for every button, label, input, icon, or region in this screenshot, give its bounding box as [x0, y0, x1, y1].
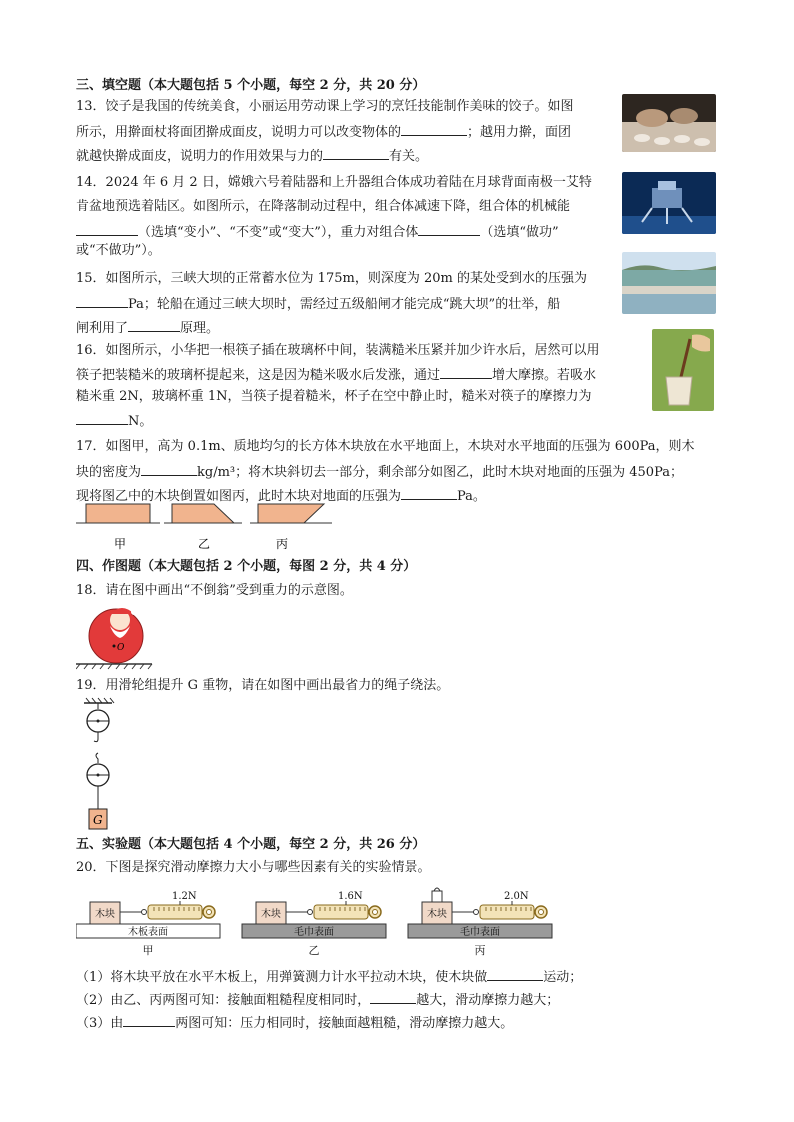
scale-hook-icon — [474, 910, 479, 915]
q16-line1: 16．如图所示，小华把一根筷子插在玻璃杯中间，装满糙米压紧并加少许水后，居然可以用 — [76, 343, 600, 358]
q17-blank-1[interactable] — [141, 461, 197, 476]
q16-line3: 糙米重 2N，玻璃杯重 1N，当筷子提着糙米，杯子在空中静止时，糙米对筷子的摩擦力为 — [76, 389, 592, 404]
q17-line3: 现将图乙中的木块倒置如图丙，此时木块对地面的压强为 Pa。 — [76, 485, 486, 507]
q17-block-diagrams — [76, 500, 336, 558]
label-bing: 丙 — [276, 537, 289, 551]
q20-step3: （3）由 两图可知：压力相同时，接触面越粗糙，滑动摩擦力越大。 — [76, 1012, 513, 1034]
scale-ring-hole — [539, 910, 544, 915]
q20-intro: 20．下图是探究滑动摩擦力大小与哪些因素有关的实验情景。 — [76, 860, 431, 875]
q14-line3: （选填“变小”、“不变”或“变大”），重力对组合体 （选填“做功” — [76, 221, 559, 243]
q13-blank-1[interactable] — [401, 121, 467, 136]
label-jia: 甲 — [114, 537, 127, 551]
scale-hook-icon — [308, 910, 313, 915]
q17-blank-2[interactable] — [401, 485, 457, 500]
q15-line2: Pa；轮船在通过三峡大坝时，需经过五级船闸才能完成“跳大坝”的壮举，船 — [76, 293, 560, 315]
force-reading: 1.6N — [338, 891, 363, 902]
q13-blank-2[interactable] — [323, 145, 389, 160]
q15-line3: 闸利用了 原理。 — [76, 317, 219, 339]
surface-label: 木板表面 — [128, 927, 168, 938]
setup-caption: 丙 — [474, 944, 486, 957]
setup-caption: 乙 — [308, 944, 320, 957]
dam-photo — [622, 252, 716, 314]
scale-hook-icon — [142, 910, 147, 915]
q15-line1: 15．如图所示，三峡大坝的正常蓄水位为 175m，则深度为 20m 的某处受到水的压强为 — [76, 271, 587, 286]
q20-step2: （2）由乙、丙两图可知：接触面粗糙程度相同时， 越大，滑动摩擦力越大； — [76, 989, 559, 1011]
label-yi: 乙 — [198, 537, 211, 551]
movable-pulley-icon — [87, 753, 109, 809]
dumpling-photo — [622, 94, 716, 152]
q18-text: 18．请在图中画出“不倒翁”受到重力的示意图。 — [76, 583, 353, 598]
lander-photo — [622, 172, 716, 234]
section-5-title: 五、实验题（本大题包括 4 个小题，每空 2 分，共 26 分） — [76, 837, 426, 852]
q13-line3: 就越快擀成面皮，说明力的作用效果与力的 有关。 — [76, 145, 428, 167]
q13-line2: 所示，用擀面杖将面团擀成面皮，说明力可以改变物体的 ；越用力擀，面团 — [76, 121, 571, 143]
center-o-label: O — [117, 643, 125, 653]
scale-ring-hole — [373, 910, 378, 915]
q14-blank-1[interactable] — [76, 221, 138, 236]
q19-text: 19．用滑轮组提升 G 重物，请在如图中画出最省力的绳子绕法。 — [76, 678, 450, 693]
chopstick-cup-photo — [652, 329, 714, 411]
section-4-title: 四、作图题（本大题包括 2 个小题，每图 2 分，共 4 分） — [76, 559, 417, 574]
section-3-title: 三、填空题（本大题包括 5 个小题，每空 2 分，共 20 分） — [76, 78, 426, 93]
block-label: 木块 — [427, 909, 447, 920]
setup-caption: 甲 — [142, 944, 154, 957]
q14-line4: 或“不做功”）。 — [76, 243, 161, 258]
scale-ring-hole — [207, 910, 212, 915]
block-label: 木块 — [261, 909, 281, 920]
q20-blank-1[interactable] — [487, 966, 543, 981]
weight-g-label: G — [93, 813, 103, 827]
setup-3 — [408, 888, 552, 957]
surface-label: 毛巾表面 — [460, 927, 500, 938]
force-reading: 1.2N — [172, 891, 197, 902]
weight-icon — [432, 891, 442, 902]
q20-step1: （1）将木块平放在水平木板上，用弹簧测力计水平拉动木块，使木块做 运动； — [76, 966, 582, 988]
q20-blank-3[interactable] — [123, 1012, 175, 1027]
pulley-diagram[interactable] — [76, 697, 126, 835]
q14-blank-2[interactable] — [418, 221, 480, 236]
q14-line1: 14．2024 年 6 月 2 日，嫦娥六号着陆器和上升器组合体成功着陆在月球背面南极一艾特 — [76, 175, 592, 190]
block-jia-diagram — [76, 504, 160, 523]
block-yi-diagram — [164, 504, 242, 523]
block-bing-diagram — [250, 504, 332, 523]
q17-line2: 块的密度为 kg/m³；将木块斜切去一部分，剩余部分如图乙，此时木块对地面的压强为 450Pa； — [76, 461, 683, 483]
q16-blank-1[interactable] — [440, 364, 492, 379]
q16-line2: 筷子把装糙米的玻璃杯提起来，这是因为糙米吸水后发涨，通过 增大摩擦。若吸水 — [76, 364, 596, 386]
q16-line4: N。 — [76, 410, 152, 432]
q20-blank-2[interactable] — [370, 989, 416, 1004]
surface-label: 毛巾表面 — [294, 927, 334, 938]
q13-line1: 13．饺子是我国的传统美食，小丽运用劳动课上学习的烹饪技能制作美味的饺子。如图 — [76, 99, 574, 114]
q16-blank-2[interactable] — [76, 410, 128, 425]
weight-g-icon — [89, 809, 107, 829]
q15-blank-1[interactable] — [76, 293, 128, 308]
q15-blank-2[interactable] — [128, 317, 180, 332]
setup-1 — [76, 891, 220, 957]
setup-2 — [242, 891, 386, 957]
q17-line1: 17．如图甲，高为 0.1m、质地均匀的长方体木块放在水平地面上，木块对水平地面的压强为 600Pa，则木 — [76, 439, 695, 454]
tumbler-diagram[interactable] — [76, 604, 156, 670]
block-label: 木块 — [95, 909, 115, 920]
friction-experiment-diagrams — [76, 880, 566, 960]
force-reading: 2.0N — [504, 891, 529, 902]
q14-line2: 肯盆地预选着陆区。如图所示，在降落制动过程中，组合体减速下降，组合体的机械能 — [76, 199, 571, 214]
fixed-pulley-icon — [87, 703, 109, 742]
